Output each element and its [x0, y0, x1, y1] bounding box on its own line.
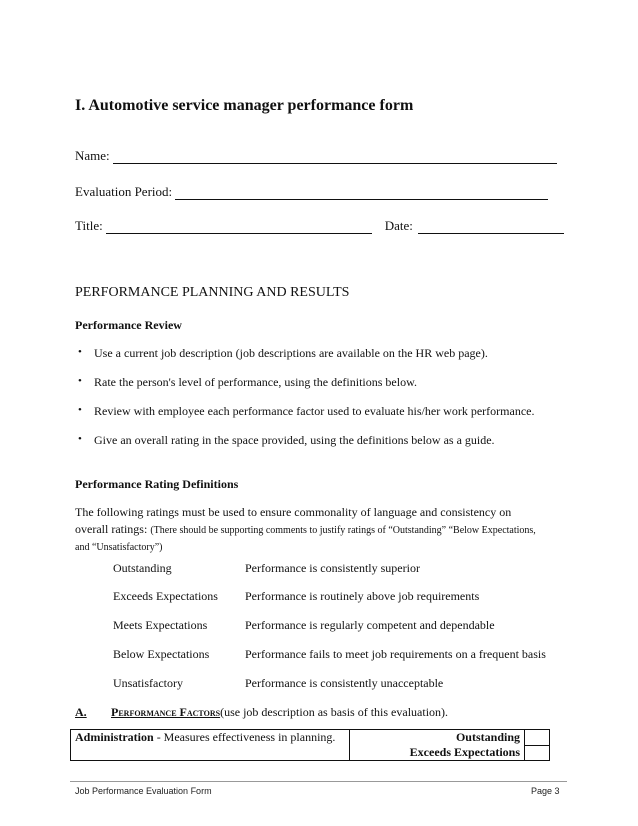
rating-definition: Performance is routinely above job requirements [245, 589, 480, 603]
title-label: Title: [75, 218, 103, 233]
section-title: PERFORMANCE PLANNING AND RESULTS [75, 285, 350, 300]
rating-label: Meets Expectations [113, 618, 208, 632]
page-title: I. Automotive service manager performance form [75, 97, 414, 114]
rating-label: Outstanding [113, 561, 172, 575]
review-bullet: • Give an overall rating in the space provided, using the definitions below as a guide. [78, 433, 495, 447]
footer-left: Job Performance Evaluation Form [75, 786, 212, 796]
admin-table [70, 729, 550, 761]
period-field[interactable] [175, 184, 548, 200]
rating-row [113, 618, 495, 633]
review-heading: Performance Review [75, 318, 182, 332]
name-row [75, 148, 557, 164]
rating-outstanding-box[interactable] [525, 730, 550, 746]
definitions-heading: Performance Rating Definitions [75, 477, 239, 491]
admin-cell [71, 730, 350, 761]
date-field[interactable] [418, 218, 564, 234]
rating-row [113, 647, 546, 662]
rating-definition: Performance is consistently unacceptable [245, 676, 444, 690]
rating-label: Exceeds Expectations [113, 589, 218, 603]
rating-label: Unsatisfactory [113, 676, 183, 690]
date-label: Date: [384, 218, 413, 233]
review-bullet: • Use a current job description (job descriptions are available on the HR web page). [78, 346, 488, 360]
factors-note: (use job description as basis of this evaluation). [220, 705, 449, 719]
bullet-icon: • [78, 433, 82, 445]
factors-letter: A. [75, 705, 87, 719]
rating-definition: Performance fails to meet job requirements on a frequent basis [245, 647, 546, 661]
rating-label: Below Expectations [113, 647, 210, 661]
review-bullet: • Review with employee each performance factor used to evaluate his/her work performance. [78, 404, 535, 418]
rating-outstanding-label: Outstanding [350, 730, 525, 746]
bullet-icon: • [78, 375, 82, 387]
factors-heading [75, 705, 448, 720]
rating-row [113, 676, 444, 691]
rating-exceeds-label: Exceeds Expectations [350, 745, 525, 761]
period-row [75, 184, 548, 200]
rating-exceeds-box[interactable] [525, 745, 550, 761]
admin-label: Administration [75, 730, 154, 744]
bullet-icon: • [78, 404, 82, 416]
footer-divider [70, 781, 567, 782]
footer-page: Page 3 [531, 786, 560, 796]
title-field[interactable] [106, 218, 372, 234]
factors-name: Performance Factors [111, 705, 221, 719]
rating-definition: Performance is regularly competent and dependable [245, 618, 495, 632]
period-label: Evaluation Period: [75, 184, 173, 199]
definitions-intro: The following ratings must be used to ensure commonality of language and consistency on overall ratings: (There should be supporting comments to justify ratings of “Outstanding” “Below Expectations, and “Unsatisfactory”) [75, 505, 536, 553]
rating-row [113, 561, 420, 576]
admin-desc: - Measures effectiveness in planning. [153, 730, 336, 744]
rating-definition: Performance is consistently superior [245, 561, 420, 575]
title-date-row [75, 218, 564, 234]
rating-row [113, 589, 480, 604]
name-label: Name: [75, 148, 110, 163]
name-field[interactable] [113, 148, 557, 164]
review-bullet: • Rate the person's level of performance, using the definitions below. [78, 375, 417, 389]
bullet-icon: • [78, 346, 82, 358]
